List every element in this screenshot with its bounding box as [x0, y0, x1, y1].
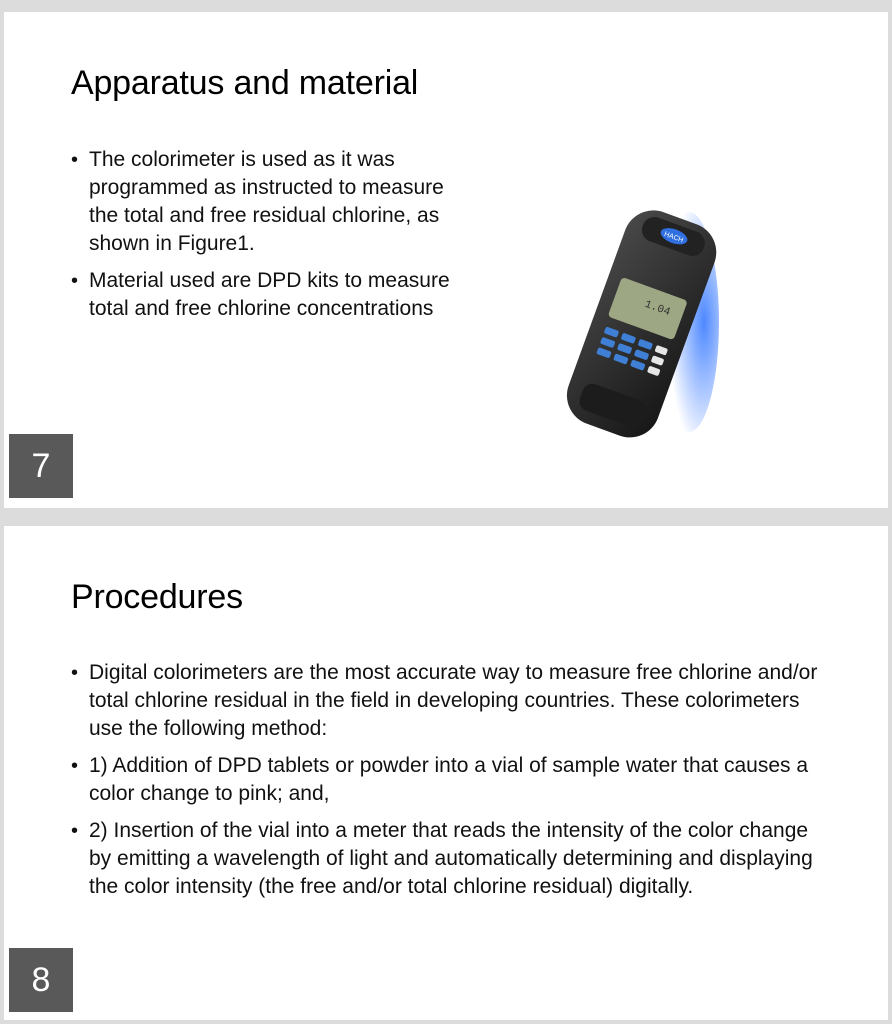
bullet-item: • Digital colorimeters are the most accurate way to measure free chlorine and/or total chlorine residual in the field in developing countries. These colorimeters use the following method: — [71, 659, 831, 743]
bullet-item: • The colorimeter is used as it was programmed as instructed to measure the total and free residual chlorine, as shown in Figure1. — [71, 146, 451, 258]
colorimeter-image — [539, 202, 719, 442]
bullet-item: • 1) Addition of DPD tablets or powder into a vial of sample water that causes a color change to pink; and, — [71, 752, 831, 808]
slide-8 — [4, 526, 888, 1020]
svg-text:HACH: HACH — [663, 230, 685, 245]
bullet-item: • Material used are DPD kits to measure total and free chlorine concentrations — [71, 267, 451, 323]
bullet-item: • 2) Insertion of the vial into a meter that reads the intensity of the color change by emitting a wavelength of light and automatically determining and displaying the color intensity (the free and/or total chlorine residual) digitally. — [71, 817, 831, 901]
bullet-list — [71, 659, 831, 910]
slide-title: Procedures — [71, 578, 243, 616]
slide-title: Apparatus and material — [71, 64, 419, 102]
slide-number: 8 — [9, 948, 73, 1012]
bullet-list — [71, 146, 451, 332]
svg-text:1.04: 1.04 — [642, 298, 672, 320]
slide-7 — [4, 12, 888, 508]
slide-number: 7 — [9, 434, 73, 498]
